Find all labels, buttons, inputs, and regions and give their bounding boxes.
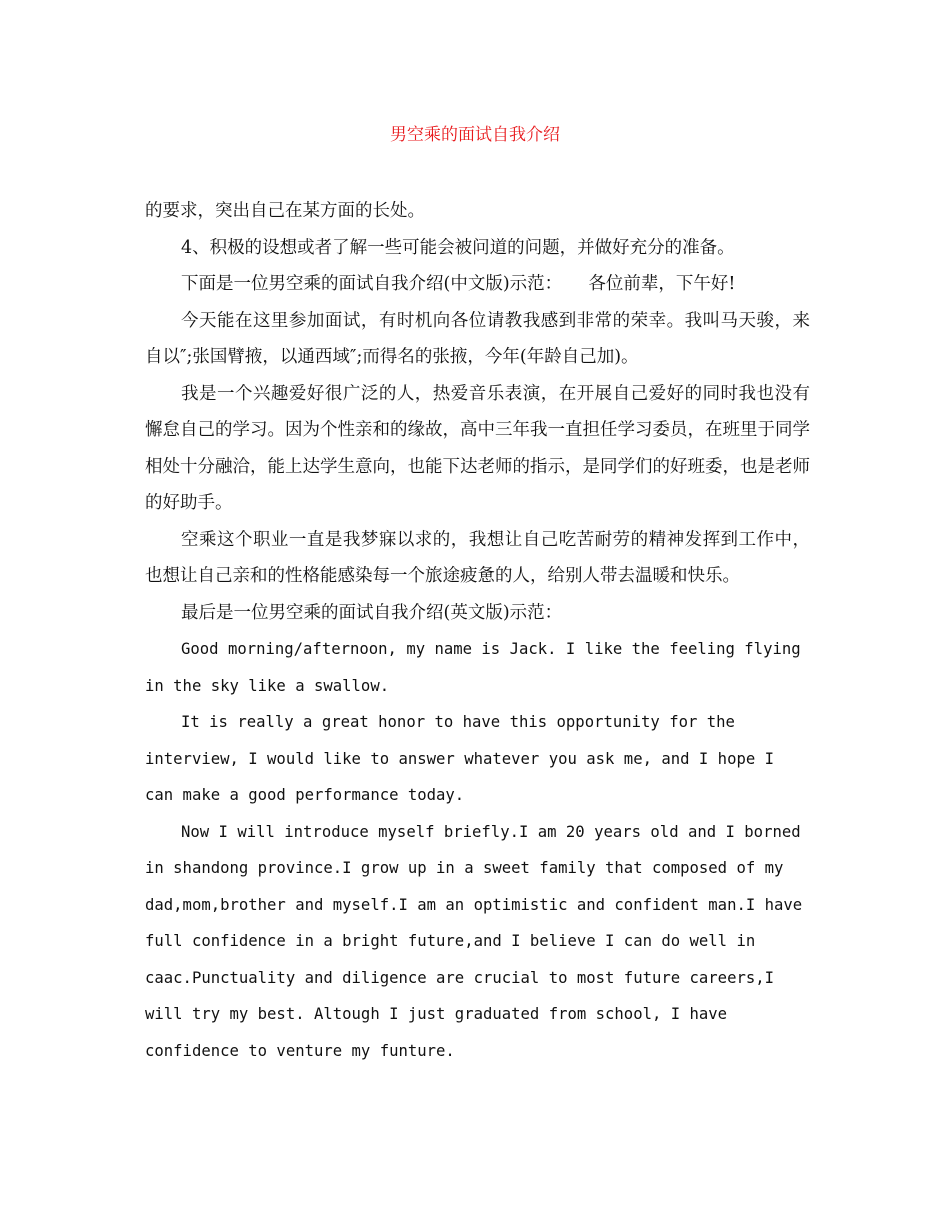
paragraph-english-self-introduction: Now I will introduce myself briefly.I am 20 years old and I borned in shandong province.I grow up in a sweet family that composed of my dad,mom,brother and myself.I am an optimistic and confident man.I have full confidence in a bright future,and I believe I can do well in caac.Punctuality and diligence are crucial to most future careers,I will try my best. Altough I just graduated from school, I have confidence to venture my funture. <box>145 822 803 1060</box>
document-body <box>145 193 810 1069</box>
paragraph-chinese-sample-intro: 下面是一位男空乘的面试自我介绍(中文版)示范： 各位前辈，下午好! <box>181 274 736 294</box>
paragraph-name-origin: 今天能在这里参加面试，有时机向各位请教我感到非常的荣幸。我叫马天骏，来自以″;张国臂掖，以通西域″;而得名的张掖，今年(年龄自己加)。 <box>145 310 810 367</box>
paragraph-english-sample-intro: 最后是一位男空乘的面试自我介绍(英文版)示范： <box>181 602 563 623</box>
paragraph-career-dream: 空乘这个职业一直是我梦寐以求的，我想让自己吃苦耐劳的精神发挥到工作中，也想让自己亲和的性格能感染每一个旅途疲惫的人，给别人带去温暖和快乐。 <box>145 529 810 586</box>
paragraph-tip-4: 4、积极的设想或者了解一些可能会被问道的问题，并做好充分的准备。 <box>181 237 735 258</box>
paragraph-requirements-continued: 的要求，突出自己在某方面的长处。 <box>145 201 425 221</box>
page-title: 男空乘的面试自我介绍 <box>390 125 560 145</box>
paragraph-english-greeting: Good morning/afternoon, my name is Jack. I like the feeling flying in the sky like a swallow. <box>145 640 801 695</box>
paragraph-hobbies-study: 我是一个兴趣爱好很广泛的人，热爱音乐表演，在开展自己爱好的同时我也没有懈怠自己的学习。因为个性亲和的缘故，高中三年我一直担任学习委员，在班里于同学相处十分融洽，能上达学生意向，也能下达老师的指示，是同学们的好班委，也是老师的好助手。 <box>145 383 810 513</box>
paragraph-english-honor: It is really a great honor to have this opportunity for the interview, I would like to answer whatever you ask me, and I hope I can make a good performance today. <box>145 713 775 804</box>
